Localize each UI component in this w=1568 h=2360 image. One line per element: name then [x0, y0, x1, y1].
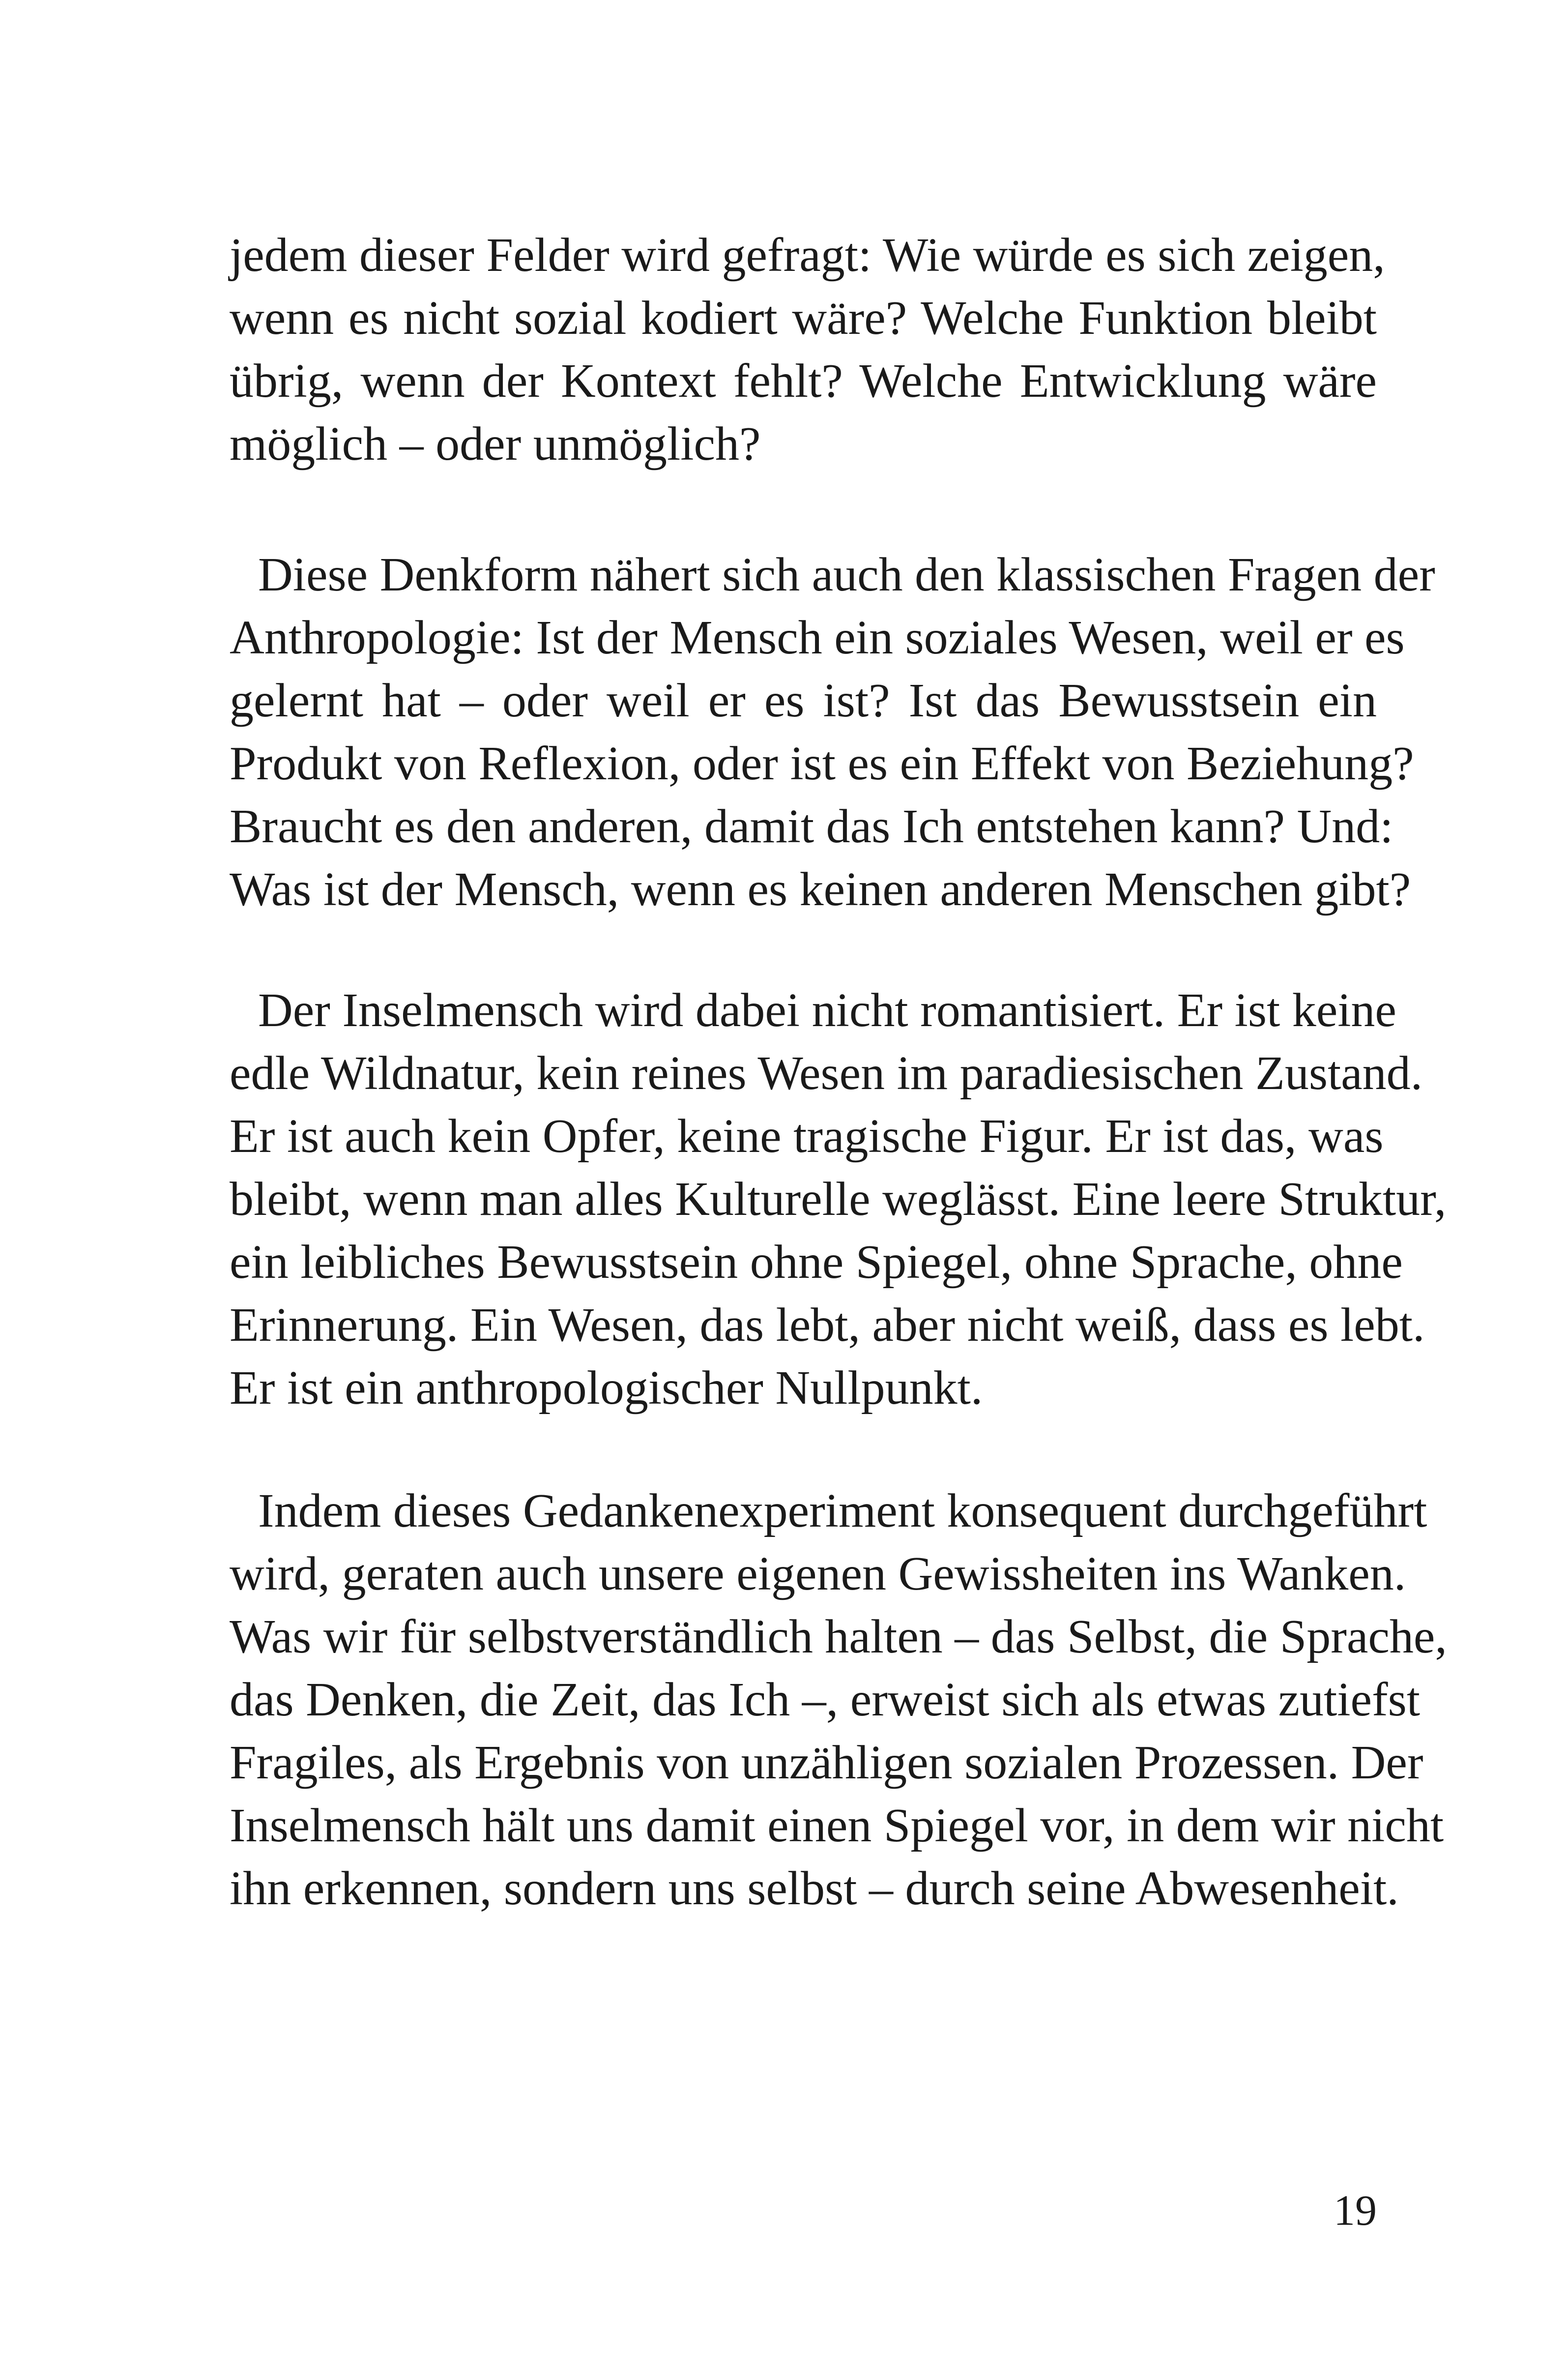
text-line: Der Inselmensch wird dabei nicht romantisiert. Er ist keine	[258, 984, 1396, 1037]
text-line: Er ist auch kein Opfer, keine tragische Figur. Er ist das, was	[230, 1110, 1384, 1163]
text-line: Was wir für selbstverständlich halten – das Selbst, die Sprache,	[230, 1610, 1447, 1663]
text-line: gelernt hat – oder weil er es ist? Ist das Bewusstsein ein	[230, 674, 1377, 727]
text-line: Was ist der Mensch, wenn es keinen anderen Menschen gibt?	[230, 863, 1411, 916]
text-line: Inselmensch hält uns damit einen Spiegel vor, in dem wir nicht	[230, 1799, 1444, 1852]
text-line: edle Wildnatur, kein reines Wesen im paradiesischen Zustand.	[230, 1047, 1423, 1100]
paragraph-1	[230, 224, 1385, 475]
text-line: Fragiles, als Ergebnis von unzähligen sozialen Prozessen. Der	[230, 1736, 1423, 1789]
text-line: Erinnerung. Ein Wesen, das lebt, aber nicht weiß, dass es lebt.	[230, 1298, 1425, 1352]
text-line: übrig, wenn der Kontext fehlt? Welche Entwicklung wäre	[230, 354, 1377, 408]
text-line: ein leibliches Bewusstsein ohne Spiegel, ohne Sprache, ohne	[230, 1236, 1403, 1289]
text-line: jedem dieser Felder wird gefragt: Wie würde es sich zeigen,	[230, 229, 1385, 282]
text-line: möglich – oder unmöglich?	[230, 417, 761, 471]
text-line: Indem dieses Gedankenexperiment konsequent durchgeführt	[258, 1484, 1427, 1537]
paragraph-4	[230, 1479, 1447, 1920]
paragraph-2	[230, 543, 1435, 921]
text-line: das Denken, die Zeit, das Ich –, erweist sich als etwas zutiefst	[230, 1673, 1421, 1726]
text-line: wird, geraten auch unsere eigenen Gewissheiten ins Wanken.	[230, 1547, 1406, 1600]
text-line: ihn erkennen, sondern uns selbst – durch seine Abwesenheit.	[230, 1862, 1399, 1915]
text-line: Braucht es den anderen, damit das Ich entstehen kann? Und:	[230, 800, 1394, 853]
text-line: Produkt von Reflexion, oder ist es ein Effekt von Beziehung?	[230, 737, 1414, 790]
text-line: wenn es nicht sozial kodiert wäre? Welche Funktion bleibt	[230, 292, 1377, 345]
text-line: Diese Denkform nähert sich auch den klassischen Fragen der	[258, 548, 1435, 601]
paragraph-3	[230, 979, 1447, 1419]
text-line: bleibt, wenn man alles Kulturelle weglässt. Eine leere Struktur,	[230, 1173, 1447, 1226]
text-line: Er ist ein anthropologischer Nullpunkt.	[230, 1361, 983, 1415]
text-line: Anthropologie: Ist der Mensch ein soziales Wesen, weil er es	[230, 611, 1405, 664]
page-number: 19	[1334, 2187, 1377, 2235]
